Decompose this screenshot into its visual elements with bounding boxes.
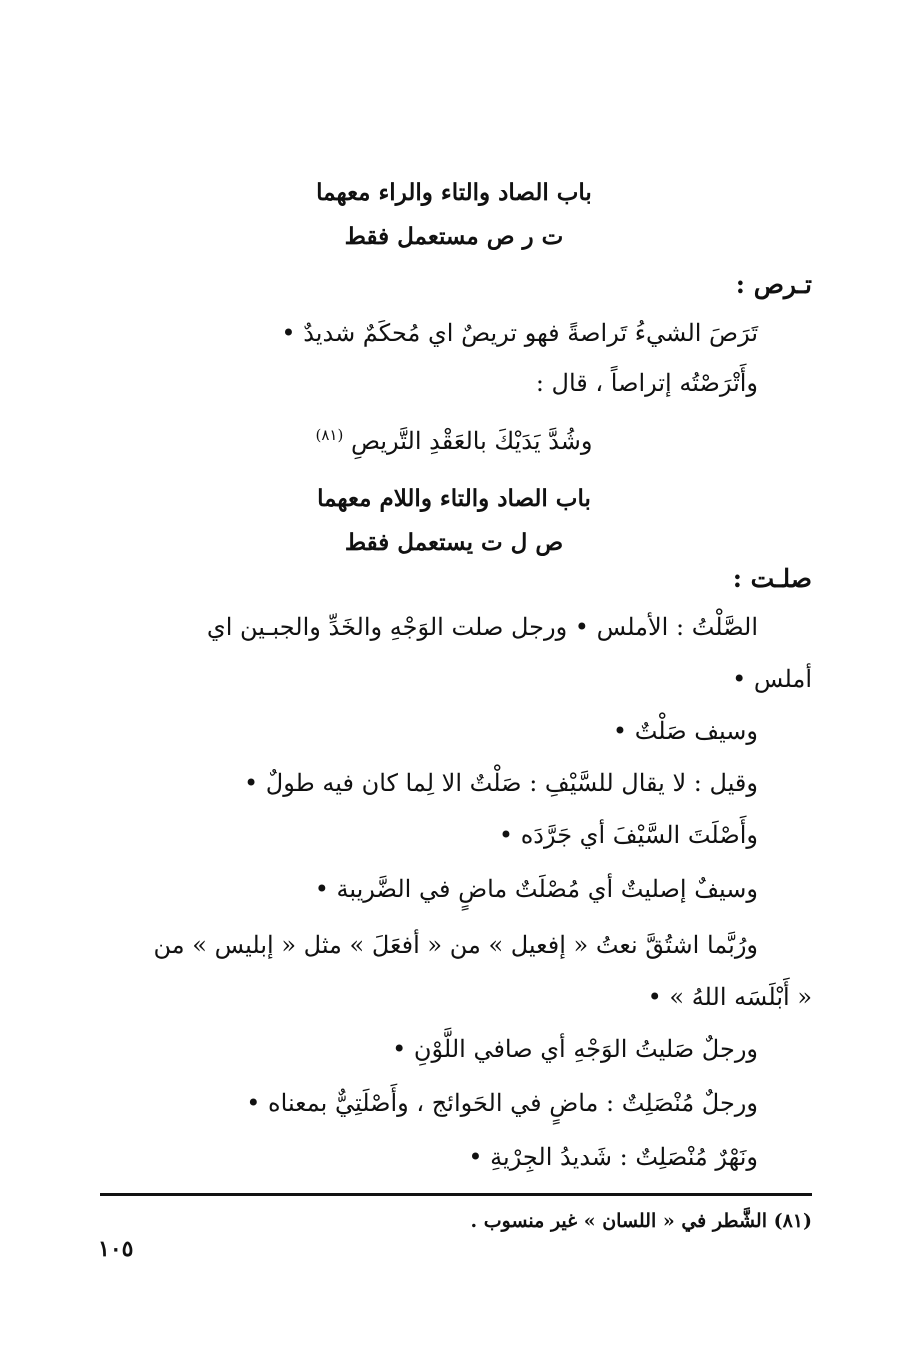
section-subtitle: ت ر ص مستعمل فقط <box>344 223 564 250</box>
body-line: تَرَصَ الشيءُ تَراصةً فهو تريصٌ اي مُحكَمٌ شديدٌ • <box>281 319 758 347</box>
body-line: وأَتْرَصْتُه إتراصاً ، قال : <box>535 369 758 397</box>
body-line: ورجلٌ صَليتُ الوَجْهِ أي صافي اللَّوْنِ • <box>392 1035 758 1063</box>
entry-heading: صلـت : <box>732 564 812 593</box>
body-line: وسيفٌ إصليتٌ أي مُصْلَتٌ ماضٍ في الضَّريبة • <box>314 875 758 903</box>
body-line: « أَبْلَسَه اللهُ » • <box>647 983 812 1011</box>
body-line: وسيف صَلْتٌ • <box>612 717 758 745</box>
body-line: ورُبَّما اشتُقَّ نعتُ « إفعيل » من « أفعَلَ » مثل « إبليس » من <box>153 931 758 959</box>
body-line: أملس • <box>732 665 812 693</box>
verse-text: وشُدَّ يَدَيْكَ بالعَقْدِ التَّريصِ <box>350 427 593 455</box>
section-title: باب الصاد والتاء والراء معهما <box>316 179 592 206</box>
body-line: الصَّلْتُ : الأملس • ورجل صلت الوَجْهِ والخَدِّ والجبـين اي <box>206 613 758 641</box>
verse-line <box>0 418 908 458</box>
body-line: ونَهْرٌ مُنْصَلِتٌ : شَديدُ الجِرْيةِ • <box>468 1143 758 1171</box>
page-number: ١٠٥ <box>98 1236 134 1262</box>
body-line: وأَصْلَتَ السَّيْفَ أي جَرَّدَه • <box>498 821 758 849</box>
section-subtitle: ص ل ت يستعمل فقط <box>344 529 564 556</box>
footnote: (٨١) الشَّطر في « اللسان » غير منسوب . <box>470 1210 812 1232</box>
body-line: وقيل : لا يقال للسَّيْفِ : صَلْتٌ الا لِما كان فيه طولٌ • <box>244 769 758 797</box>
footnote-divider <box>100 1193 812 1196</box>
footnote-reference: (٨١) <box>315 426 344 444</box>
entry-heading: تـرص : <box>735 270 812 299</box>
section-title: باب الصاد والتاء واللام معهما <box>317 485 591 512</box>
body-line: ورجلٌ مُنْصَلِتٌ : ماضٍ في الحَوائج ، وأَصْلَتِيٌّ بمعناه • <box>246 1089 758 1117</box>
